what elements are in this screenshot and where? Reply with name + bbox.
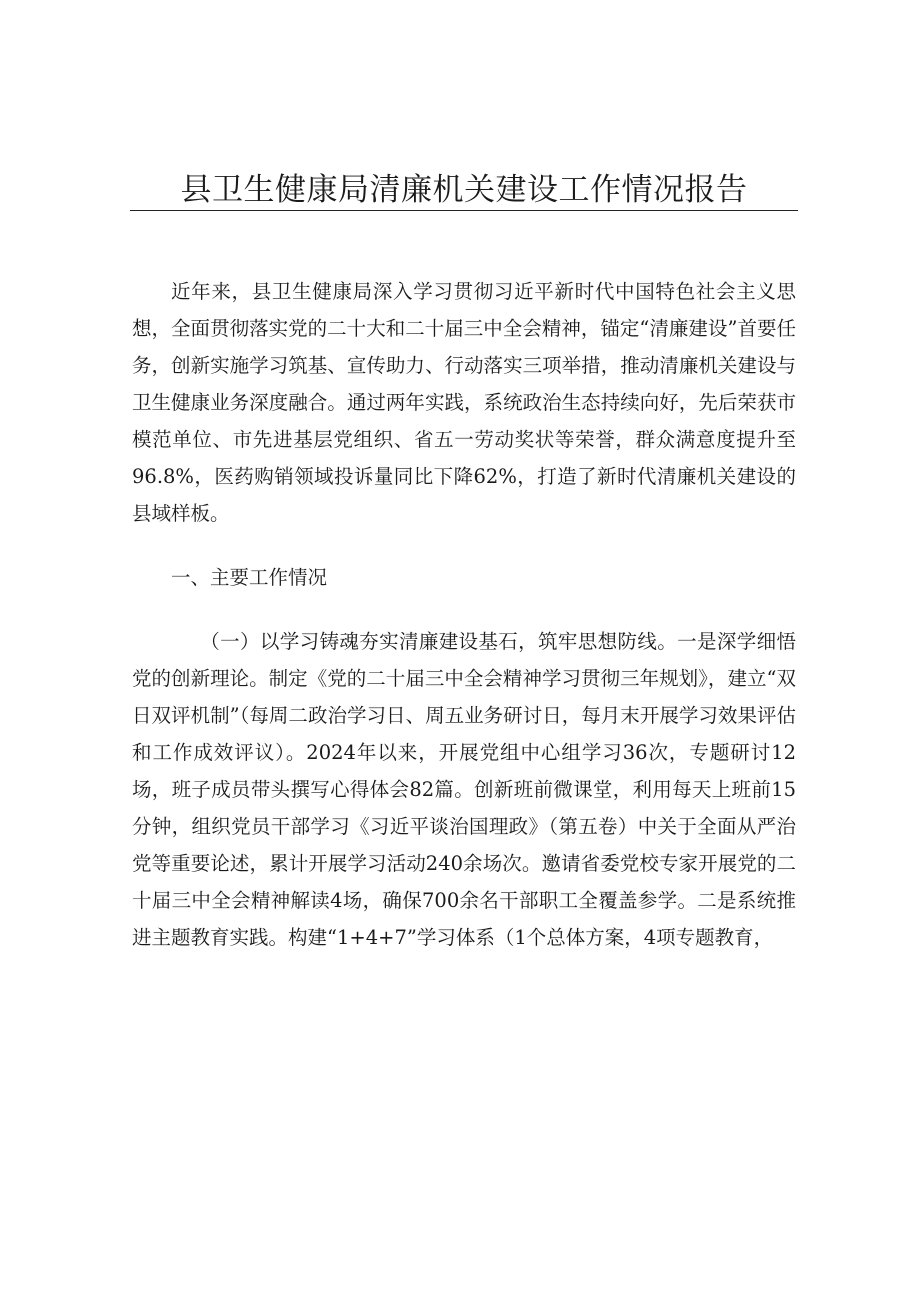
intro-paragraph: 近年来，县卫生健康局深入学习贯彻习近平新时代中国特色社会主义思想，全面贯彻落实党的二十大和二十届三中全会精神，锚定“清廉建设”首要任务，创新实施学习筑基、宣传助力、行动落实三项举措，推动清廉机关建设与卫生健康业务深度融合。通过两年实践，系统政治生态持续向好，先后荣获市模范单位、市先进基层党组织、省五一劳动奖状等荣誉，群众满意度提升至96.8%，医药购销领域投诉量同比下降62%，打造了新时代清廉机关建设的县域样板。 (132, 280, 796, 525)
document-body (132, 273, 796, 956)
section-heading: 一、主要工作情况 (171, 566, 328, 589)
title-underline (130, 210, 798, 211)
subsection-paragraph: （一）以学习铸魂夯实清廉建设基石，筑牢思想防线。一是深学细悟党的创新理论。制定《党的二十届三中全会精神学习贯彻三年规划》，建立“双日双评机制”（每周二政治学习日、周五业务研讨日，每月末开展学习效果评估和工作成效评议）。2024年以来，开展党组中心组学习36次，专题研讨12场，班子成员带头撰写心得体会82篇。创新班前微课堂，利用每天上班前15分钟，组织党员干部学习《习近平谈治国理政》（第五卷）中关于全面从严治党等重要论述，累计开展学习活动240余场次。邀请省委党校专家开展党的二十届三中全会精神解读4场，确保700余名干部职工全覆盖参学。二是系统推进主题教育实践。构建“1+4+7”学习体系（1个总体方案，4项专题教育， (132, 630, 796, 949)
document-title: 县卫生健康局清廉机关建设工作情况报告 (180, 172, 748, 208)
